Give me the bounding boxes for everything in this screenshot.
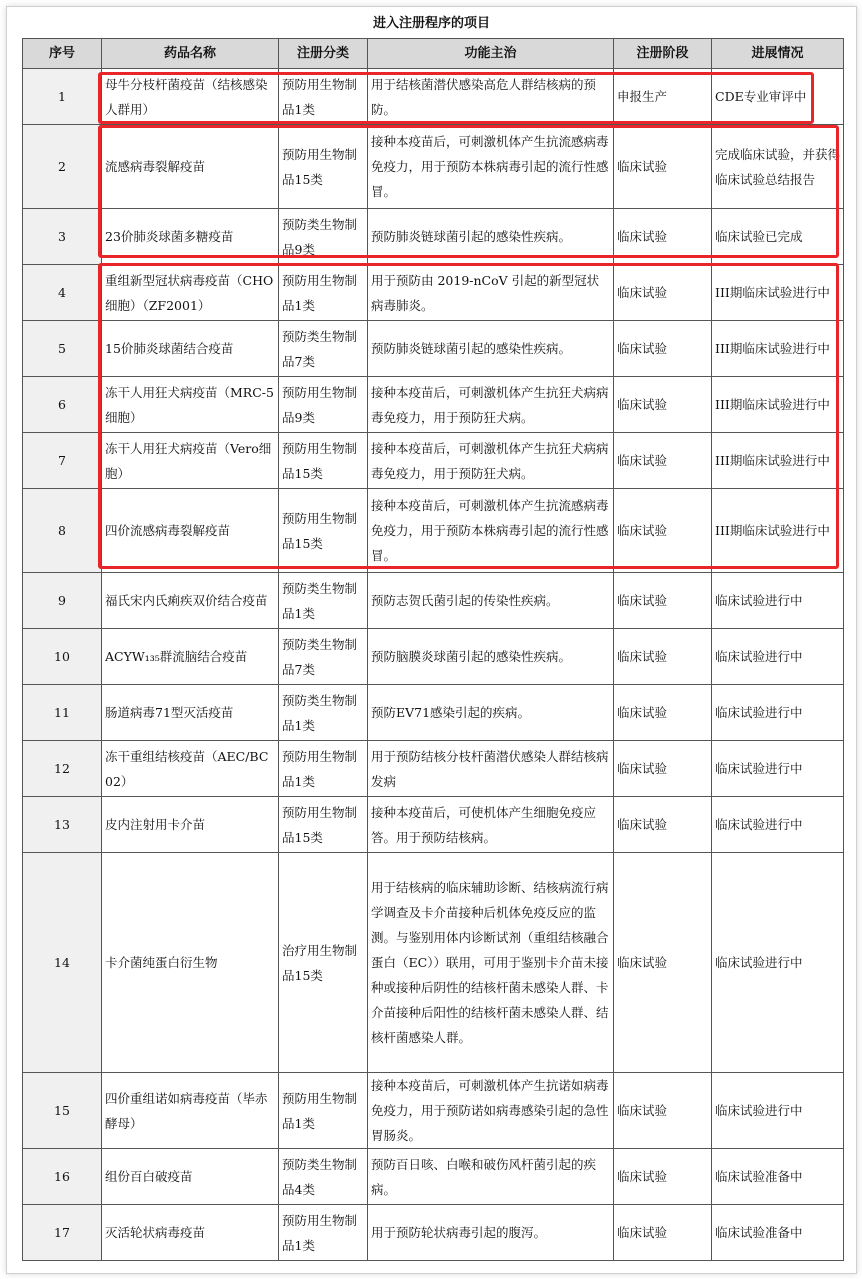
cell-progress: 完成临床试验，并获得临床试验总结报告 <box>712 125 844 209</box>
table-row <box>23 125 844 209</box>
cell-function: 预防肺炎链球菌引起的感染性疾病。 <box>368 321 614 377</box>
cell-name: 灭活轮状病毒疫苗 <box>102 1205 279 1261</box>
cell-category: 预防用生物制品15类 <box>279 433 368 489</box>
cell-function: 用于预防由 2019-nCoV 引起的新型冠状病毒肺炎。 <box>368 265 614 321</box>
cell-function: 接种本疫苗后，可刺激机体产生抗流感病毒免疫力，用于预防本株病毒引起的流行性感冒。 <box>368 125 614 209</box>
table-row <box>23 377 844 433</box>
cell-category: 预防用生物制品15类 <box>279 489 368 573</box>
cell-name: 组份百白破疫苗 <box>102 1149 279 1205</box>
cell-no: 7 <box>23 433 102 489</box>
cell-no: 10 <box>23 629 102 685</box>
cell-no: 4 <box>23 265 102 321</box>
cell-name: 冻干人用狂犬病疫苗（MRC-5细胞） <box>102 377 279 433</box>
cell-progress: 临床试验已完成 <box>712 209 844 265</box>
cell-category: 预防类生物制品1类 <box>279 685 368 741</box>
cell-category: 预防用生物制品1类 <box>279 69 368 125</box>
table-row <box>23 1073 844 1149</box>
table-row <box>23 741 844 797</box>
cell-progress: 临床试验准备中 <box>712 1149 844 1205</box>
cell-progress: III期临床试验进行中 <box>712 321 844 377</box>
cell-stage: 临床试验 <box>614 321 712 377</box>
cell-category: 预防类生物制品1类 <box>279 573 368 629</box>
cell-category: 预防用生物制品1类 <box>279 1073 368 1149</box>
cell-stage: 临床试验 <box>614 629 712 685</box>
cell-function: 预防EV71感染引起的疾病。 <box>368 685 614 741</box>
cell-stage: 临床试验 <box>614 265 712 321</box>
cell-function: 接种本疫苗后，可刺激机体产生抗狂犬病病毒免疫力，用于预防狂犬病。 <box>368 433 614 489</box>
table-row <box>23 1205 844 1261</box>
cell-no: 12 <box>23 741 102 797</box>
cell-name: 皮内注射用卡介苗 <box>102 797 279 853</box>
cell-stage: 临床试验 <box>614 685 712 741</box>
table-row <box>23 489 844 573</box>
cell-function: 预防百日咳、白喉和破伤风杆菌引起的疾病。 <box>368 1149 614 1205</box>
table-row <box>23 69 844 125</box>
cell-function: 接种本疫苗后，可使机体产生细胞免疫应答。用于预防结核病。 <box>368 797 614 853</box>
cell-name: ACYW₁₃₅群流脑结合疫苗 <box>102 629 279 685</box>
cell-no: 1 <box>23 69 102 125</box>
cell-no: 8 <box>23 489 102 573</box>
header-no: 序号 <box>23 39 102 69</box>
cell-function: 用于结核病的临床辅助诊断、结核病流行病学调查及卡介苗接种后机体免疫反应的监测。与鉴别用体内诊断试剂（重组结核融合蛋白（EC））联用，可用于鉴别卡介苗未接种或接种后阴性的结核杆菌未感染人群、卡介苗接种后阳性的结核杆菌未感染人群、结核杆菌感染人群。 <box>368 853 614 1073</box>
cell-progress: 临床试验进行中 <box>712 853 844 1073</box>
cell-category: 预防用生物制品1类 <box>279 265 368 321</box>
cell-stage: 临床试验 <box>614 741 712 797</box>
table-row <box>23 797 844 853</box>
cell-no: 13 <box>23 797 102 853</box>
cell-stage: 临床试验 <box>614 573 712 629</box>
table-title: 进入注册程序的项目 <box>372 16 490 31</box>
cell-progress: III期临床试验进行中 <box>712 433 844 489</box>
cell-no: 5 <box>23 321 102 377</box>
cell-category: 预防类生物制品4类 <box>279 1149 368 1205</box>
cell-stage: 临床试验 <box>614 797 712 853</box>
cell-stage: 临床试验 <box>614 125 712 209</box>
table-row <box>23 1149 844 1205</box>
cell-function: 接种本疫苗后，可刺激机体产生抗狂犬病病毒免疫力，用于预防狂犬病。 <box>368 377 614 433</box>
header-function: 功能主治 <box>368 39 614 69</box>
cell-function: 用于预防轮状病毒引起的腹泻。 <box>368 1205 614 1261</box>
cell-progress: III期临床试验进行中 <box>712 489 844 573</box>
cell-stage: 临床试验 <box>614 1073 712 1149</box>
cell-stage: 临床试验 <box>614 1149 712 1205</box>
header-category: 注册分类 <box>279 39 368 69</box>
cell-function: 预防脑膜炎球菌引起的感染性疾病。 <box>368 629 614 685</box>
cell-category: 预防用生物制品1类 <box>279 741 368 797</box>
cell-no: 11 <box>23 685 102 741</box>
cell-no: 6 <box>23 377 102 433</box>
cell-no: 9 <box>23 573 102 629</box>
cell-stage: 申报生产 <box>614 69 712 125</box>
cell-name: 冻干人用狂犬病疫苗（Vero细胞） <box>102 433 279 489</box>
cell-name: 四价重组诺如病毒疫苗（毕赤酵母） <box>102 1073 279 1149</box>
cell-name: 23价肺炎球菌多糖疫苗 <box>102 209 279 265</box>
cell-name: 四价流感病毒裂解疫苗 <box>102 489 279 573</box>
cell-category: 预防类生物制品9类 <box>279 209 368 265</box>
table-row <box>23 629 844 685</box>
cell-no: 17 <box>23 1205 102 1261</box>
cell-stage: 临床试验 <box>614 377 712 433</box>
projects-table <box>22 38 844 1261</box>
cell-progress: III期临床试验进行中 <box>712 265 844 321</box>
cell-category: 治疗用生物制品15类 <box>279 853 368 1073</box>
cell-function: 用于结核菌潜伏感染高危人群结核病的预防。 <box>368 69 614 125</box>
cell-category: 预防用生物制品1类 <box>279 1205 368 1261</box>
table-row <box>23 321 844 377</box>
cell-name: 15价肺炎球菌结合疫苗 <box>102 321 279 377</box>
table-row <box>23 209 844 265</box>
header-progress: 进展情况 <box>712 39 844 69</box>
cell-progress: 临床试验准备中 <box>712 1205 844 1261</box>
cell-no: 14 <box>23 853 102 1073</box>
cell-function: 接种本疫苗后，可刺激机体产生抗诺如病毒免疫力，用于预防诺如病毒感染引起的急性胃肠炎。 <box>368 1073 614 1149</box>
table-row <box>23 573 844 629</box>
cell-no: 15 <box>23 1073 102 1149</box>
cell-stage: 临床试验 <box>614 1205 712 1261</box>
header-name: 药品名称 <box>102 39 279 69</box>
cell-progress: III期临床试验进行中 <box>712 377 844 433</box>
header-row <box>23 39 844 69</box>
cell-category: 预防类生物制品7类 <box>279 629 368 685</box>
table-row <box>23 265 844 321</box>
cell-progress: 临床试验进行中 <box>712 1073 844 1149</box>
cell-function: 预防肺炎链球菌引起的感染性疾病。 <box>368 209 614 265</box>
cell-progress: 临床试验进行中 <box>712 685 844 741</box>
cell-function: 预防志贺氏菌引起的传染性疾病。 <box>368 573 614 629</box>
cell-stage: 临床试验 <box>614 209 712 265</box>
cell-stage: 临床试验 <box>614 489 712 573</box>
cell-name: 母牛分枝杆菌疫苗（结核感染人群用） <box>102 69 279 125</box>
cell-name: 重组新型冠状病毒疫苗（CHO细胞）（ZF2001） <box>102 265 279 321</box>
cell-no: 2 <box>23 125 102 209</box>
cell-category: 预防类生物制品7类 <box>279 321 368 377</box>
cell-category: 预防用生物制品9类 <box>279 377 368 433</box>
cell-function: 用于预防结核分枝杆菌潜伏感染人群结核病发病 <box>368 741 614 797</box>
cell-stage: 临床试验 <box>614 433 712 489</box>
header-stage: 注册阶段 <box>614 39 712 69</box>
cell-progress: 临床试验进行中 <box>712 797 844 853</box>
cell-no: 16 <box>23 1149 102 1205</box>
cell-progress: 临床试验进行中 <box>712 573 844 629</box>
cell-progress: CDE专业审评中 <box>712 69 844 125</box>
cell-name: 卡介菌纯蛋白衍生物 <box>102 853 279 1073</box>
cell-function: 接种本疫苗后，可刺激机体产生抗流感病毒免疫力，用于预防本株病毒引起的流行性感冒。 <box>368 489 614 573</box>
table-row <box>23 685 844 741</box>
cell-progress: 临床试验进行中 <box>712 629 844 685</box>
cell-progress: 临床试验进行中 <box>712 741 844 797</box>
table-row <box>23 853 844 1073</box>
cell-name: 流感病毒裂解疫苗 <box>102 125 279 209</box>
cell-name: 福氏宋内氏痢疾双价结合疫苗 <box>102 573 279 629</box>
cell-stage: 临床试验 <box>614 853 712 1073</box>
cell-category: 预防用生物制品15类 <box>279 125 368 209</box>
cell-name: 冻干重组结核疫苗（AEC/BC02） <box>102 741 279 797</box>
table-row <box>23 433 844 489</box>
cell-category: 预防用生物制品15类 <box>279 797 368 853</box>
cell-no: 3 <box>23 209 102 265</box>
cell-name: 肠道病毒71型灭活疫苗 <box>102 685 279 741</box>
